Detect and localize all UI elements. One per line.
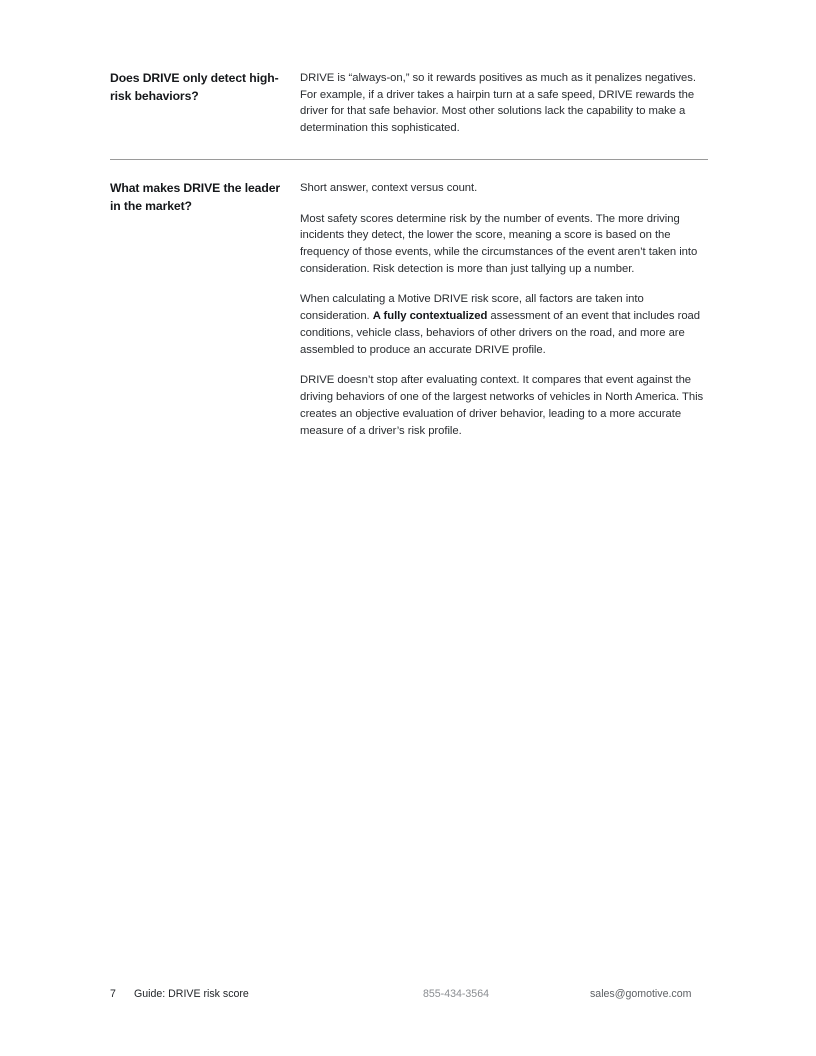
page-content [110, 70, 708, 439]
faq-answer-2-paragraph-3-lead: When calculating a Motive DRIVE risk score, all factors are taken into consideration. [300, 293, 644, 323]
footer-document-title: Guide: DRIVE risk score [134, 988, 249, 1000]
faq-answer-2-paragraph-3-tail: assessment of an event that includes road conditions, vehicle class, behaviors of other drivers on the road, and more are assembled to produce an accurate DRIVE profile. [300, 310, 701, 356]
faq-block-2 [110, 180, 708, 439]
footer-title-group [110, 988, 249, 1000]
page-footer [110, 988, 708, 1004]
footer-email[interactable]: sales@gomotive.com [590, 988, 692, 1000]
faq-answer-2-paragraph-4: DRIVE doesn’t stop after evaluating context. It compares that event against the driving behaviors of one of the largest networks of vehicles in North America. This creates an objective evaluation of driver behavior, leading to a more accurate measure of a driver’s risk profile. [300, 374, 704, 437]
faq-answer-1-paragraph-1: DRIVE is “always-on,” so it rewards positives as much as it penalizes negatives. For example, if a driver takes a hairpin turn at a safe speed, DRIVE rewards the driver for that safe behavior. Most other solutions lack the capability to make a determination this sophisticated. [300, 72, 696, 135]
faq-block-1 [110, 70, 708, 137]
faq-question-2: What makes DRIVE the leader in the market? [110, 180, 281, 213]
faq-answer-2-paragraph-3 [300, 291, 708, 358]
footer-page-number: 7 [110, 988, 116, 1000]
faq-answer-1 [300, 70, 708, 137]
footer-phone[interactable]: 855-434-3564 [423, 988, 489, 1000]
faq-question-1: Does DRIVE only detect high-risk behaviors? [110, 71, 279, 103]
section-divider [110, 159, 708, 160]
faq-answer-2-bold-phrase: A fully contextualized [372, 310, 488, 323]
faq-answer-2-paragraph-1: Short answer, context versus count. [300, 181, 478, 194]
faq-answer-2 [300, 180, 708, 439]
faq-answer-2-paragraph-2: Most safety scores determine risk by the number of events. The more driving incidents they detect, the lower the score, meaning a score is based on the frequency of those events, while the circumstances of the event aren’t taken into consideration. Risk detection is more than just tallying up a number. [300, 212, 698, 275]
